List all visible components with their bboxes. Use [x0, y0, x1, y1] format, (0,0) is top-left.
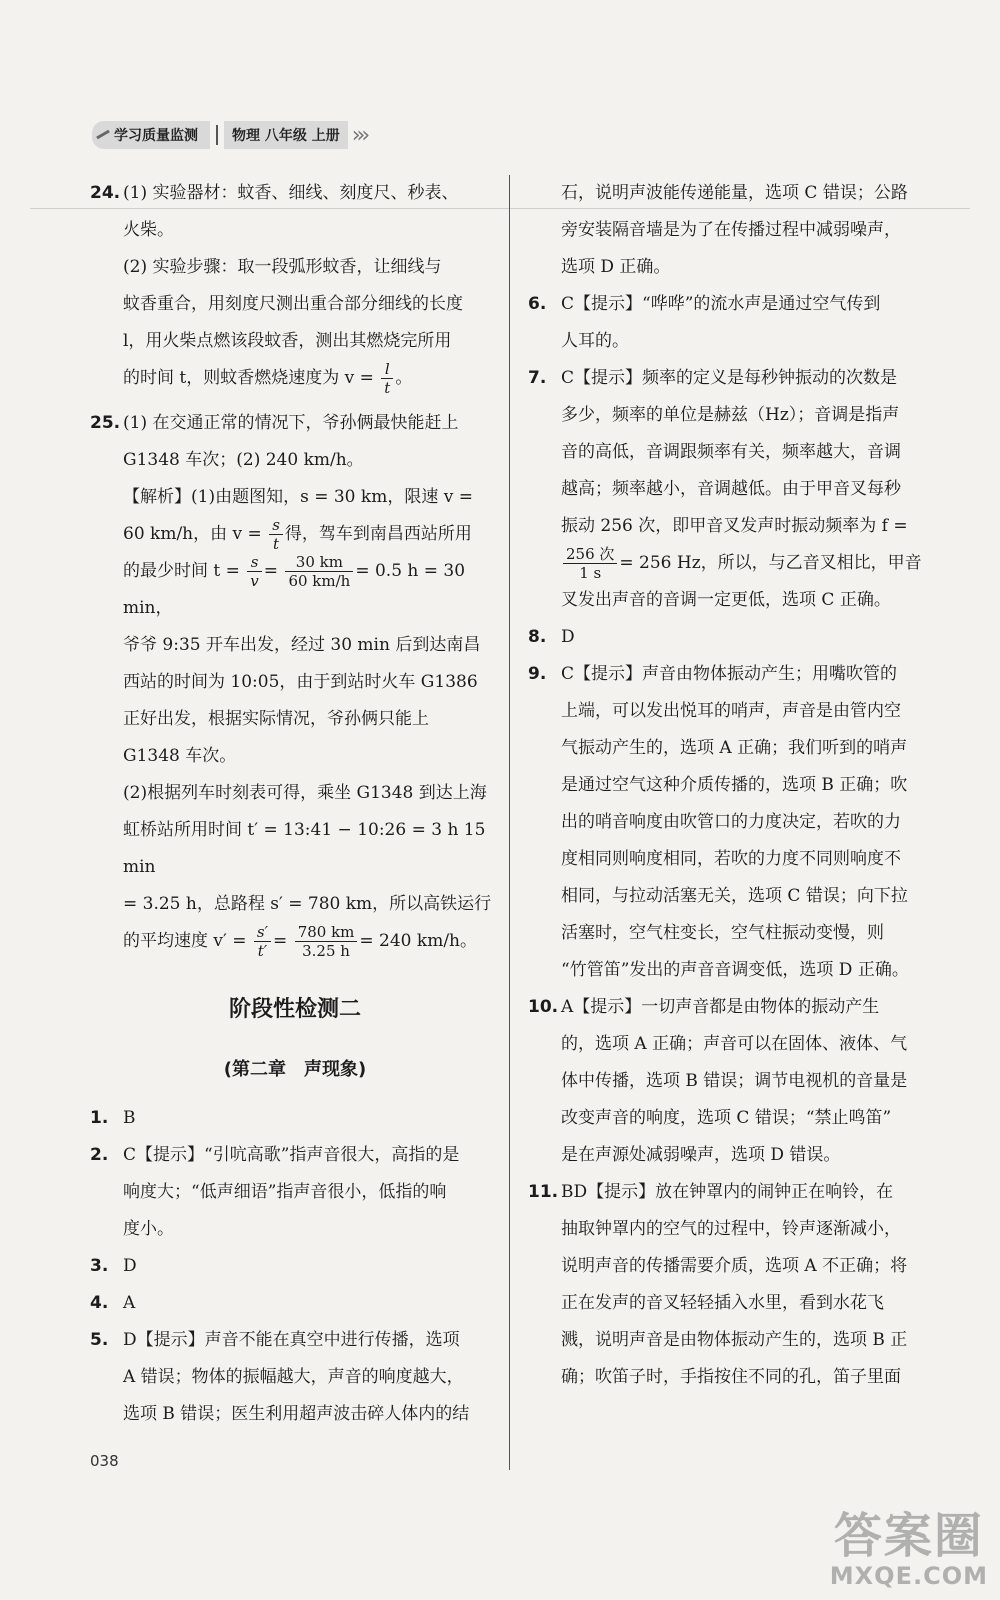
- fraction-numerator: s: [269, 516, 283, 535]
- answer-line: 的，选项 A 正确；声音可以在固体、液体、气: [561, 1034, 908, 1054]
- question-number: 24.: [90, 183, 121, 203]
- fraction-numerator: s: [247, 553, 261, 572]
- watermark-text: 答案圈: [833, 1508, 984, 1564]
- section-title: 阶段性检测二: [228, 997, 361, 1022]
- text-segment: = 256 Hz，所以，与乙音叉相比，甲音: [619, 553, 922, 573]
- question-number: 7.: [528, 368, 547, 388]
- text-segment: 60 km/h，由 v =: [123, 524, 262, 544]
- answer-7: [528, 360, 948, 619]
- column-divider: [509, 175, 510, 1470]
- answer-line: (1) 实验器材：蚊香、细线、刻度尺、秒表、: [123, 183, 459, 203]
- answer-5-continued: [528, 175, 948, 286]
- fraction-denominator: 1 s: [579, 564, 602, 582]
- question-number: 9.: [528, 664, 547, 684]
- question-number: 11.: [528, 1182, 559, 1202]
- answer-line: 溅，说明声音是由物体振动产生的，选项 B 正: [561, 1330, 908, 1350]
- fraction-denominator: 60 km/h: [288, 572, 351, 590]
- answer-line: [123, 923, 500, 960]
- answer-line: 是在声源处减弱噪声，选项 D 错误。: [561, 1145, 841, 1165]
- header-separator: [216, 125, 218, 145]
- answer-1: [90, 1100, 500, 1137]
- answer-line: 选项 B 错误；医生利用超声波击碎人体内的结: [123, 1404, 470, 1424]
- answer-line: 度小。: [123, 1219, 174, 1239]
- fraction-numerator: 30 km: [285, 553, 353, 572]
- answer-line: 体中传播，选项 B 错误；调节电视机的音量是: [561, 1071, 908, 1091]
- answer-line: D【提示】声音不能在真空中进行传播，选项: [123, 1330, 460, 1350]
- answer-line: 振动 256 次，即甲音叉发声时振动频率为 f =: [561, 516, 908, 536]
- answer-line: 抽取钟罩内的空气的过程中，铃声逐渐减小，: [561, 1219, 901, 1239]
- answer-line: (1) 在交通正常的情况下，爷孙俩最快能赶上: [123, 413, 459, 433]
- fraction-denominator: 3.25 h: [302, 942, 350, 960]
- text-segment: 的时间 t，则蚊香燃烧速度为 v =: [123, 368, 374, 388]
- answer-line: (2) 实验步骤：取一段弧形蚊香，让细线与: [123, 257, 442, 277]
- watermark-url: MXQE.COM: [829, 1562, 988, 1590]
- text-segment: = 0.5 h = 30 min，: [123, 561, 466, 618]
- right-column: [528, 175, 948, 1396]
- fraction-denominator: v: [250, 572, 259, 590]
- answer-line: = 3.25 h，总路程 s′ = 780 km，所以高铁运行: [123, 894, 492, 914]
- answer-line: 叉发出声音的音调一定更低，选项 C 正确。: [561, 590, 891, 610]
- fraction: [381, 360, 393, 397]
- fraction-denominator: t′: [257, 942, 268, 960]
- answer-line: 人耳的。: [561, 331, 629, 351]
- page-number: 038: [90, 1452, 119, 1470]
- answer-line: 相同，与拉动活塞无关，选项 C 错误；向下拉: [561, 886, 908, 906]
- answer-line: A: [123, 1293, 136, 1313]
- question-number: 8.: [528, 627, 547, 647]
- answer-line: 蚊香重合，用刻度尺测出重合部分细线的长度: [123, 294, 463, 314]
- answer-line: 虹桥站所用时间 t′ = 13:41 − 10:26 = 3 h 15 min: [123, 820, 486, 877]
- answer-line: D: [123, 1256, 137, 1276]
- answer-line: G1348 车次。: [123, 746, 237, 766]
- answer-2: [90, 1137, 500, 1248]
- fraction-numerator: s′: [254, 923, 271, 942]
- question-number: 5.: [90, 1330, 109, 1350]
- answer-line: A【提示】一切声音都是由物体的振动产生: [561, 997, 880, 1017]
- answer-line: 多少，频率的单位是赫兹（Hz）；音调是指声: [561, 405, 900, 425]
- fraction-numerator: 256 次: [563, 545, 617, 564]
- answer-line: C【提示】频率的定义是每秒钟振动的次数是: [561, 368, 898, 388]
- text-segment: 得，驾车到南昌西站所用: [284, 524, 472, 544]
- answer-line: C【提示】“引吭高歌”指声音很大，高指的是: [123, 1145, 460, 1165]
- answer-line: C【提示】声音由物体振动产生；用嘴吹管的: [561, 664, 898, 684]
- answer-line: (2)根据列车时刻表可得，乘坐 G1348 到达上海: [123, 783, 487, 803]
- answer-line: D: [561, 627, 575, 647]
- question-number: 2.: [90, 1145, 109, 1165]
- answer-line: [123, 553, 500, 627]
- question-number: 4.: [90, 1293, 109, 1313]
- fraction: [269, 516, 283, 553]
- question-number: 1.: [90, 1108, 109, 1128]
- answer-line: 活塞时，空气柱变长，空气柱振动变慢，则: [561, 923, 884, 943]
- answer-line: A 错误；物体的振幅越大，声音的响度越大，: [123, 1367, 464, 1387]
- answer-11: [528, 1174, 948, 1396]
- answer-10: [528, 989, 948, 1174]
- question-number: 6.: [528, 294, 547, 314]
- answer-line: [123, 516, 500, 553]
- answer-line: 正好出发，根据实际情况，爷孙俩只能上: [123, 709, 429, 729]
- answer-line: 上端，可以发出悦耳的哨声，声音是由管内空: [561, 701, 901, 721]
- fraction: [254, 923, 271, 960]
- answer-line: 确；吹笛子时，手指按住不同的孔，笛子里面: [561, 1367, 901, 1387]
- answer-6: [528, 286, 948, 360]
- question-number: 10.: [528, 997, 559, 1017]
- header-subject: 物理 八年级 上册: [224, 121, 348, 149]
- answer-line: G1348 车次；(2) 240 km/h。: [123, 450, 364, 470]
- answer-line: 石，说明声波能传递能量，选项 C 错误；公路: [561, 183, 908, 203]
- fraction-numerator: l: [381, 360, 393, 379]
- fraction: [285, 553, 353, 590]
- fraction-numerator: 780 km: [295, 923, 358, 942]
- fraction-denominator: t: [273, 535, 280, 553]
- question-number: 3.: [90, 1256, 109, 1276]
- text-segment: 的平均速度 v′ =: [123, 931, 247, 951]
- answer-line: 出的哨音响度由吹管口的力度决定，若吹的力: [561, 812, 901, 832]
- text-segment: 的最少时间 t =: [123, 561, 240, 581]
- answer-line: [123, 360, 500, 397]
- answer-line: C【提示】“哗哗”的流水声是通过空气传到: [561, 294, 881, 314]
- text-segment: = 240 km/h。: [359, 931, 478, 951]
- answer-line: 火柴。: [123, 220, 174, 240]
- fraction: [247, 553, 261, 590]
- answer-line: 改变声音的响度，选项 C 错误；“禁止鸣笛”: [561, 1108, 892, 1128]
- answer-line: 响度大；“低声细语”指声音很小，低指的响: [123, 1182, 447, 1202]
- answer-5: [90, 1322, 500, 1433]
- text-segment: =: [263, 561, 279, 581]
- answer-line: BD【提示】放在钟罩内的闹钟正在响铃，在: [561, 1182, 894, 1202]
- fraction: [563, 545, 617, 582]
- text-segment: =: [273, 931, 288, 951]
- left-column: [90, 175, 500, 1433]
- answer-line: 正在发声的音叉轻轻插入水里，看到水花飞: [561, 1293, 884, 1313]
- answer-line: 爷爷 9:35 开车出发，经过 30 min 后到达南昌: [123, 635, 481, 655]
- answer-3: [90, 1248, 500, 1285]
- question-number: 25.: [90, 413, 121, 433]
- answer-line: 越高；频率越小，音调越低。由于甲音叉每秒: [561, 479, 901, 499]
- fraction: [295, 923, 358, 960]
- answer-line: 度相同则响度相同，若吹的力度不同则响度不: [561, 849, 901, 869]
- page-header: [92, 120, 366, 150]
- watermark: [830, 1510, 988, 1590]
- answer-line: l，用火柴点燃该段蚊香，测出其燃烧完所用: [123, 331, 452, 351]
- answer-line: [561, 545, 948, 582]
- answer-line: 选项 D 正确。: [561, 257, 671, 277]
- answer-24: [90, 175, 500, 397]
- answer-line: 是通过空气这种介质传播的，选项 B 正确；吹: [561, 775, 908, 795]
- section-subtitle: (第二章 声现象): [223, 1059, 367, 1080]
- answer-line: 【解析】(1)由题图知，s = 30 km，限速 v =: [123, 487, 473, 507]
- answer-9: [528, 656, 948, 989]
- answer-line: B: [123, 1108, 136, 1128]
- header-brand: 学习质量监测: [92, 121, 210, 149]
- answer-line: 说明声音的传播需要介质，选项 A 不正确；将: [561, 1256, 908, 1276]
- chevron-right-icon: ›››: [351, 122, 367, 148]
- text-segment: 。: [395, 368, 413, 388]
- answer-8: [528, 619, 948, 656]
- answer-line: 音的高低，音调跟频率有关，频率越大，音调: [561, 442, 901, 462]
- fraction-denominator: t: [384, 379, 391, 397]
- answer-25: [90, 405, 500, 960]
- answer-4: [90, 1285, 500, 1322]
- answer-line: “竹管笛”发出的声音音调变低，选项 D 正确。: [561, 960, 909, 980]
- answer-line: 旁安装隔音墙是为了在传播过程中减弱噪声，: [561, 220, 901, 240]
- answer-line: 西站的时间为 10:05，由于到站时火车 G1386: [123, 672, 478, 692]
- answer-line: 气振动产生的，选项 A 正确；我们听到的哨声: [561, 738, 908, 758]
